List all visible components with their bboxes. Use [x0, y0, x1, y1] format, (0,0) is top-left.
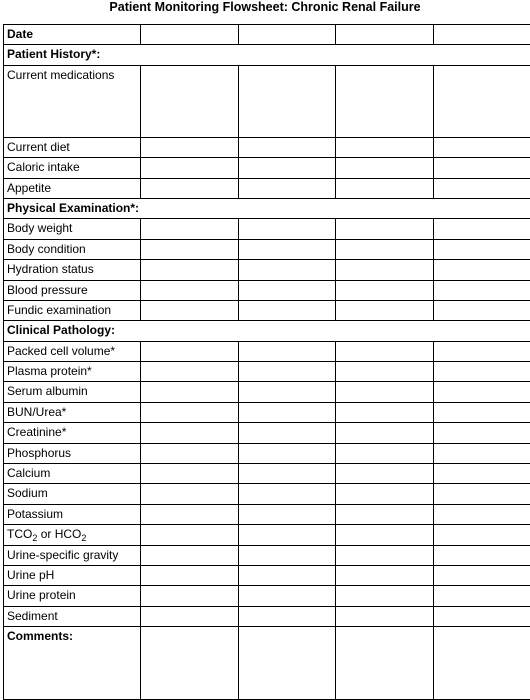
row-label: Calcium: [4, 464, 141, 484]
entry-cell[interactable]: [238, 464, 336, 484]
row-label: Sodium: [4, 484, 141, 504]
entry-cell[interactable]: [238, 158, 336, 178]
entry-cell[interactable]: [336, 300, 434, 320]
row-label: Body weight: [4, 219, 141, 239]
entry-cell[interactable]: [141, 423, 239, 443]
entry-cell[interactable]: [238, 382, 336, 402]
subscript: 2: [32, 533, 37, 543]
row-label: Fundic examination: [4, 300, 141, 320]
table-row: [4, 402, 530, 422]
entry-cell[interactable]: [141, 219, 239, 239]
entry-cell[interactable]: [433, 137, 530, 157]
entry-cell[interactable]: [238, 627, 336, 700]
entry-cell[interactable]: [141, 178, 239, 198]
entry-cell[interactable]: [433, 219, 530, 239]
table-row: [4, 606, 530, 626]
entry-cell[interactable]: [238, 65, 336, 137]
entry-cell[interactable]: [141, 280, 239, 300]
entry-cell[interactable]: [336, 627, 434, 700]
entry-cell[interactable]: [336, 25, 434, 45]
entry-cell[interactable]: [433, 300, 530, 320]
entry-cell[interactable]: [433, 178, 530, 198]
table-row: [4, 586, 530, 606]
row-label: Comments:: [4, 627, 141, 700]
row-label: Urine pH: [4, 565, 141, 585]
row-label: Current medications: [4, 65, 141, 137]
entry-cell[interactable]: [433, 423, 530, 443]
entry-cell[interactable]: [238, 178, 336, 198]
entry-cell[interactable]: [141, 627, 239, 700]
entry-cell[interactable]: [141, 586, 239, 606]
entry-cell[interactable]: [238, 137, 336, 157]
entry-cell[interactable]: [336, 545, 434, 565]
entry-cell[interactable]: [238, 565, 336, 585]
entry-cell[interactable]: [141, 382, 239, 402]
entry-cell[interactable]: [336, 565, 434, 585]
entry-cell[interactable]: [238, 239, 336, 259]
entry-cell[interactable]: [336, 606, 434, 626]
row-label: Plasma protein*: [4, 362, 141, 382]
entry-cell[interactable]: [433, 25, 530, 45]
row-label: [4, 525, 141, 545]
entry-cell[interactable]: [141, 504, 239, 524]
entry-cell[interactable]: [141, 260, 239, 280]
entry-cell[interactable]: [336, 586, 434, 606]
table-row: [4, 25, 530, 45]
entry-cell[interactable]: [238, 300, 336, 320]
entry-cell[interactable]: [336, 137, 434, 157]
table-row: [4, 484, 530, 504]
entry-cell[interactable]: [238, 443, 336, 463]
entry-cell[interactable]: [336, 158, 434, 178]
entry-cell[interactable]: [336, 239, 434, 259]
entry-cell[interactable]: [141, 484, 239, 504]
entry-cell[interactable]: [238, 484, 336, 504]
table-row: [4, 178, 530, 198]
entry-cell[interactable]: [433, 586, 530, 606]
table-row: [4, 423, 530, 443]
entry-cell[interactable]: [433, 545, 530, 565]
entry-cell[interactable]: [433, 484, 530, 504]
entry-cell[interactable]: [238, 280, 336, 300]
entry-cell[interactable]: [336, 504, 434, 524]
entry-cell[interactable]: [238, 586, 336, 606]
entry-cell[interactable]: [433, 402, 530, 422]
entry-cell[interactable]: [238, 341, 336, 361]
entry-cell[interactable]: [336, 464, 434, 484]
comments-row: [4, 627, 530, 700]
row-label: Hydration status: [4, 260, 141, 280]
section-spacer-cell: [141, 45, 530, 65]
entry-cell[interactable]: [141, 525, 239, 545]
entry-cell[interactable]: [336, 402, 434, 422]
entry-cell[interactable]: [238, 25, 336, 45]
table-row: [4, 219, 530, 239]
table-row: [4, 565, 530, 585]
entry-cell[interactable]: [433, 341, 530, 361]
entry-cell[interactable]: [141, 341, 239, 361]
entry-cell[interactable]: [433, 65, 530, 137]
section-label: Clinical Pathology:: [4, 321, 141, 341]
entry-cell[interactable]: [141, 137, 239, 157]
table-row: [4, 65, 530, 137]
row-label: Phosphorus: [4, 443, 141, 463]
row-label: Caloric intake: [4, 158, 141, 178]
entry-cell[interactable]: [141, 362, 239, 382]
entry-cell[interactable]: [141, 25, 239, 45]
section-header-row: [4, 198, 530, 218]
entry-cell[interactable]: [433, 606, 530, 626]
entry-cell[interactable]: [433, 627, 530, 700]
entry-cell[interactable]: [433, 158, 530, 178]
entry-cell[interactable]: [336, 382, 434, 402]
table-row: [4, 260, 530, 280]
entry-cell[interactable]: [336, 65, 434, 137]
entry-cell[interactable]: [238, 402, 336, 422]
row-label: Serum albumin: [4, 382, 141, 402]
entry-cell[interactable]: [336, 525, 434, 545]
entry-cell[interactable]: [238, 545, 336, 565]
table-row: [4, 525, 530, 545]
entry-cell[interactable]: [238, 362, 336, 382]
flowsheet-table: [3, 24, 530, 700]
entry-cell[interactable]: [433, 382, 530, 402]
table-row: [4, 158, 530, 178]
table-row: [4, 362, 530, 382]
row-label-text: TCO: [7, 527, 32, 541]
entry-cell[interactable]: [141, 464, 239, 484]
table-row: [4, 382, 530, 402]
table-row: [4, 137, 530, 157]
section-label: Patient History*:: [4, 45, 141, 65]
entry-cell[interactable]: [336, 443, 434, 463]
row-label: Sediment: [4, 606, 141, 626]
entry-cell[interactable]: [433, 362, 530, 382]
row-label: Potassium: [4, 504, 141, 524]
entry-cell[interactable]: [336, 260, 434, 280]
entry-cell[interactable]: [141, 606, 239, 626]
section-header-row: [4, 45, 530, 65]
row-label: Blood pressure: [4, 280, 141, 300]
entry-cell[interactable]: [336, 178, 434, 198]
row-label: Creatinine*: [4, 423, 141, 443]
entry-cell[interactable]: [336, 219, 434, 239]
section-header-row: [4, 321, 530, 341]
row-label: Urine protein: [4, 586, 141, 606]
table-row: [4, 545, 530, 565]
section-spacer-cell: [141, 198, 530, 218]
row-label: Date: [4, 25, 141, 45]
table-row: [4, 341, 530, 361]
table-row: [4, 280, 530, 300]
table-row: [4, 300, 530, 320]
entry-cell[interactable]: [336, 280, 434, 300]
entry-cell[interactable]: [238, 504, 336, 524]
entry-cell[interactable]: [336, 341, 434, 361]
entry-cell[interactable]: [141, 239, 239, 259]
entry-cell[interactable]: [433, 565, 530, 585]
row-label: BUN/Urea*: [4, 402, 141, 422]
page-title: Patient Monitoring Flowsheet: Chronic Renal Failure: [0, 0, 530, 24]
entry-cell[interactable]: [433, 239, 530, 259]
entry-cell[interactable]: [141, 300, 239, 320]
row-label: Packed cell volume*: [4, 341, 141, 361]
row-label: Body condition: [4, 239, 141, 259]
entry-cell[interactable]: [141, 65, 239, 137]
entry-cell[interactable]: [238, 219, 336, 239]
row-label: Urine-specific gravity: [4, 545, 141, 565]
entry-cell[interactable]: [433, 504, 530, 524]
row-label: Appetite: [4, 178, 141, 198]
entry-cell[interactable]: [433, 525, 530, 545]
entry-cell[interactable]: [238, 606, 336, 626]
entry-cell[interactable]: [433, 464, 530, 484]
entry-cell[interactable]: [336, 362, 434, 382]
row-label-text: or HCO: [37, 527, 81, 541]
entry-cell[interactable]: [141, 443, 239, 463]
table-row: [4, 504, 530, 524]
table-row: [4, 443, 530, 463]
entry-cell[interactable]: [336, 423, 434, 443]
entry-cell[interactable]: [433, 443, 530, 463]
entry-cell[interactable]: [433, 260, 530, 280]
table-row: [4, 464, 530, 484]
entry-cell[interactable]: [238, 260, 336, 280]
entry-cell[interactable]: [238, 423, 336, 443]
entry-cell[interactable]: [141, 545, 239, 565]
entry-cell[interactable]: [238, 525, 336, 545]
entry-cell[interactable]: [433, 280, 530, 300]
row-label: Current diet: [4, 137, 141, 157]
entry-cell[interactable]: [141, 565, 239, 585]
section-label: Physical Examination*:: [4, 198, 141, 218]
subscript: 2: [81, 533, 86, 543]
entry-cell[interactable]: [141, 158, 239, 178]
entry-cell[interactable]: [336, 484, 434, 504]
entry-cell[interactable]: [141, 402, 239, 422]
section-spacer-cell: [141, 321, 530, 341]
table-row: [4, 239, 530, 259]
